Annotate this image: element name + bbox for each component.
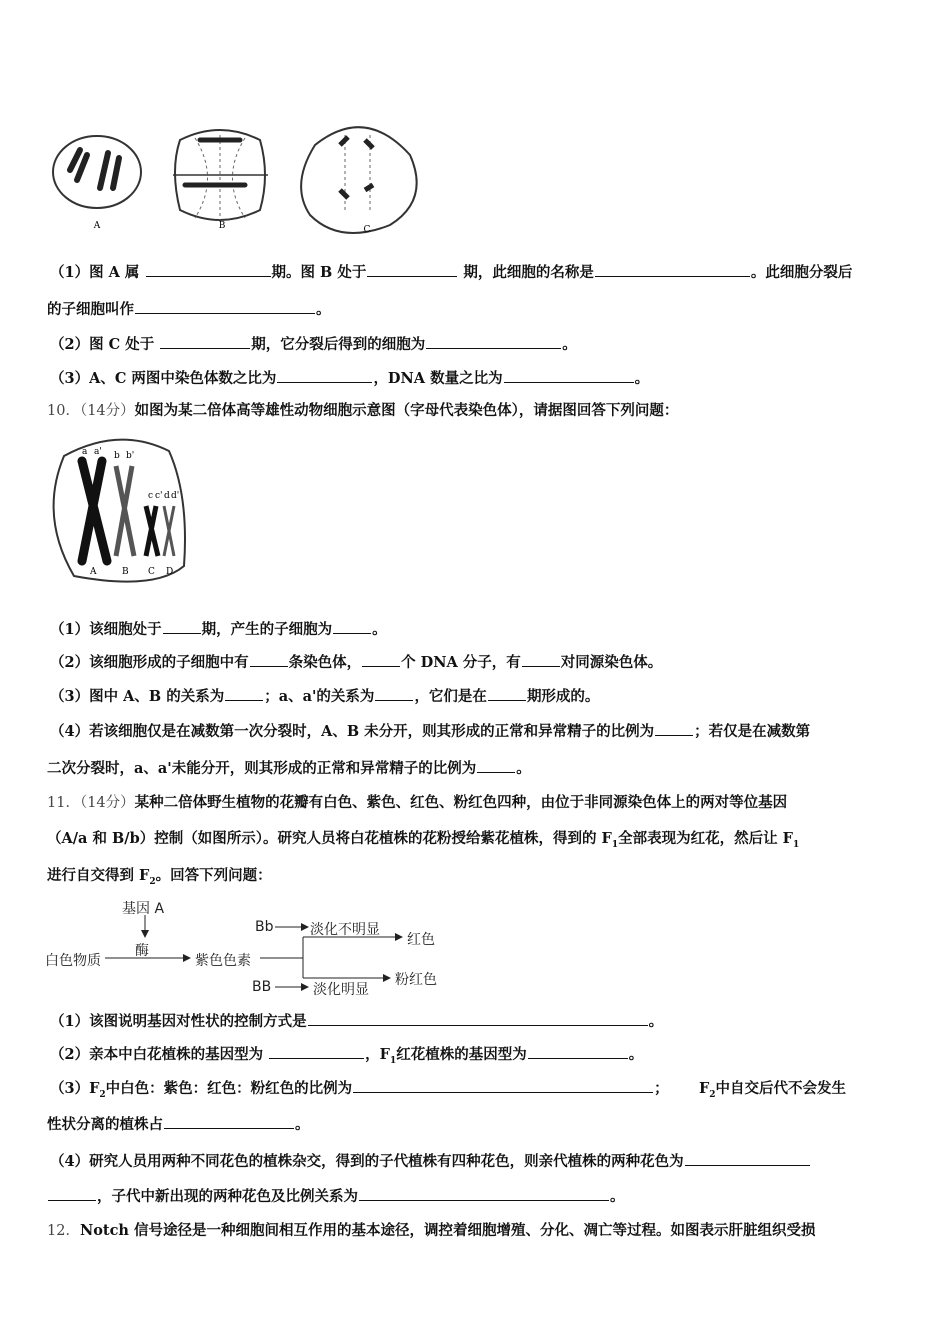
- q11-part4-line1: （4）研究人员用两种不同花色的植株杂交，得到的子代植株有四种花色，则亲代植株的两种花色为: [50, 1151, 811, 1172]
- purple-pigment-label: 紫色色素: [195, 953, 251, 969]
- figure-label-b: B: [218, 221, 226, 231]
- bb-het-label: Bb: [255, 919, 274, 935]
- label-d-prime: d': [171, 491, 180, 501]
- label-C: C: [148, 567, 155, 577]
- label-A: A: [90, 567, 97, 577]
- q11-part4-line2: ，子代中新出现的两种花色及比例关系为 。: [47, 1186, 625, 1207]
- q11-stem-line2: （A/a 和 B/b）控制（如图所示）。研究人员将白花植株的花粉授给紫花植株，得到的 $F_1$全部表现为红花，然后让 $F_1$: [47, 830, 800, 850]
- q11-stem-line3: 进行自交得到 $F_2$。回答下列问题：: [47, 867, 272, 887]
- figure-label-c: C: [363, 225, 371, 235]
- q11-stem-line1: 11．（14分）某种二倍体野生植物的花瓣有白色、紫色、红色、粉红色四种，由位于非同源染色体上的两对等位基因: [47, 794, 788, 811]
- label-a: a: [82, 447, 88, 457]
- q9-part1-line1: （1）图 A 属 期。图 B 处于 期，此细胞的名称是 。此细胞分裂后: [50, 264, 853, 281]
- enzyme-label: 酶: [135, 943, 149, 959]
- label-b: b: [114, 451, 120, 461]
- q10-part4-line2: 二次分裂时，a、a'未能分开，则其形成的正常和异常精子的比例为 。: [47, 760, 531, 777]
- q9-part1-line2: 的子细胞叫作 。: [47, 301, 331, 318]
- label-D: D: [166, 567, 174, 577]
- strong-fade-label: 淡化明显: [313, 982, 369, 998]
- q11-part3-line2: 性状分离的植株占 。: [47, 1116, 310, 1133]
- red-label: 红色: [407, 932, 435, 948]
- label-d: d: [164, 491, 170, 501]
- label-a-prime: a': [94, 447, 102, 457]
- pink-label: 粉红色: [395, 972, 437, 988]
- pigment-pathway-diagram: [40, 895, 460, 1005]
- chromosome-figure: [44, 436, 194, 586]
- q11-part2: （2）亲本中白花植株的基因型为 ，$F_1$红花植株的基因型为 。: [50, 1046, 644, 1066]
- q10-part1: （1）该细胞处于 期，产生的子细胞为 。: [50, 621, 387, 638]
- q9-part3: （3）A、C 两图中染色体数之比为 ，DNA 数量之比为 。: [50, 370, 650, 387]
- gene-a-label: 基因 A: [122, 901, 165, 917]
- label-c: c: [148, 491, 154, 501]
- label-B: B: [122, 567, 129, 577]
- white-substance-label: 白色物质: [45, 953, 101, 969]
- q10-part2: （2）该细胞形成的子细胞中有 条染色体， 个 DNA 分子，有 对同源染色体。: [50, 654, 663, 671]
- q12-stem: 12．Notch 信号途径是一种细胞间相互作用的基本途径，调控着细胞增殖、分化、凋亡等过程。如图表示肝脏组织受损: [47, 1222, 816, 1239]
- q10-part4-line1: （4）若该细胞仅是在减数第一次分裂时，A、B 未分开，则其形成的正常和异常精子的比例为 ；若仅是在减数第: [50, 723, 811, 740]
- label-b-prime: b': [126, 451, 135, 461]
- label-c-prime: c': [155, 491, 163, 501]
- q11-part3-line1: $(3)F_2$中白色：紫色：红色：粉红色的比例为 ； $F_2$中自交后代不会发生: [50, 1080, 847, 1100]
- bb-hom-label: BB: [252, 979, 272, 995]
- weak-fade-label: 淡化不明显: [310, 922, 380, 938]
- q9-part2: （2）图 C 处于 期，它分裂后得到的细胞为 。: [50, 336, 577, 353]
- q10-stem: 10．（14分）如图为某二倍体高等雄性动物细胞示意图（字母代表染色体），请据图回答下列问题：: [47, 402, 679, 419]
- q10-part3: （3）图中 A、B 的关系为 ；a、a'的关系为 ，它们是在 期形成的。: [50, 688, 600, 705]
- q11-part1: （1）该图说明基因对性状的控制方式是 。: [50, 1013, 664, 1030]
- figure-label-a: A: [93, 221, 101, 231]
- cell-division-figure: [45, 100, 425, 240]
